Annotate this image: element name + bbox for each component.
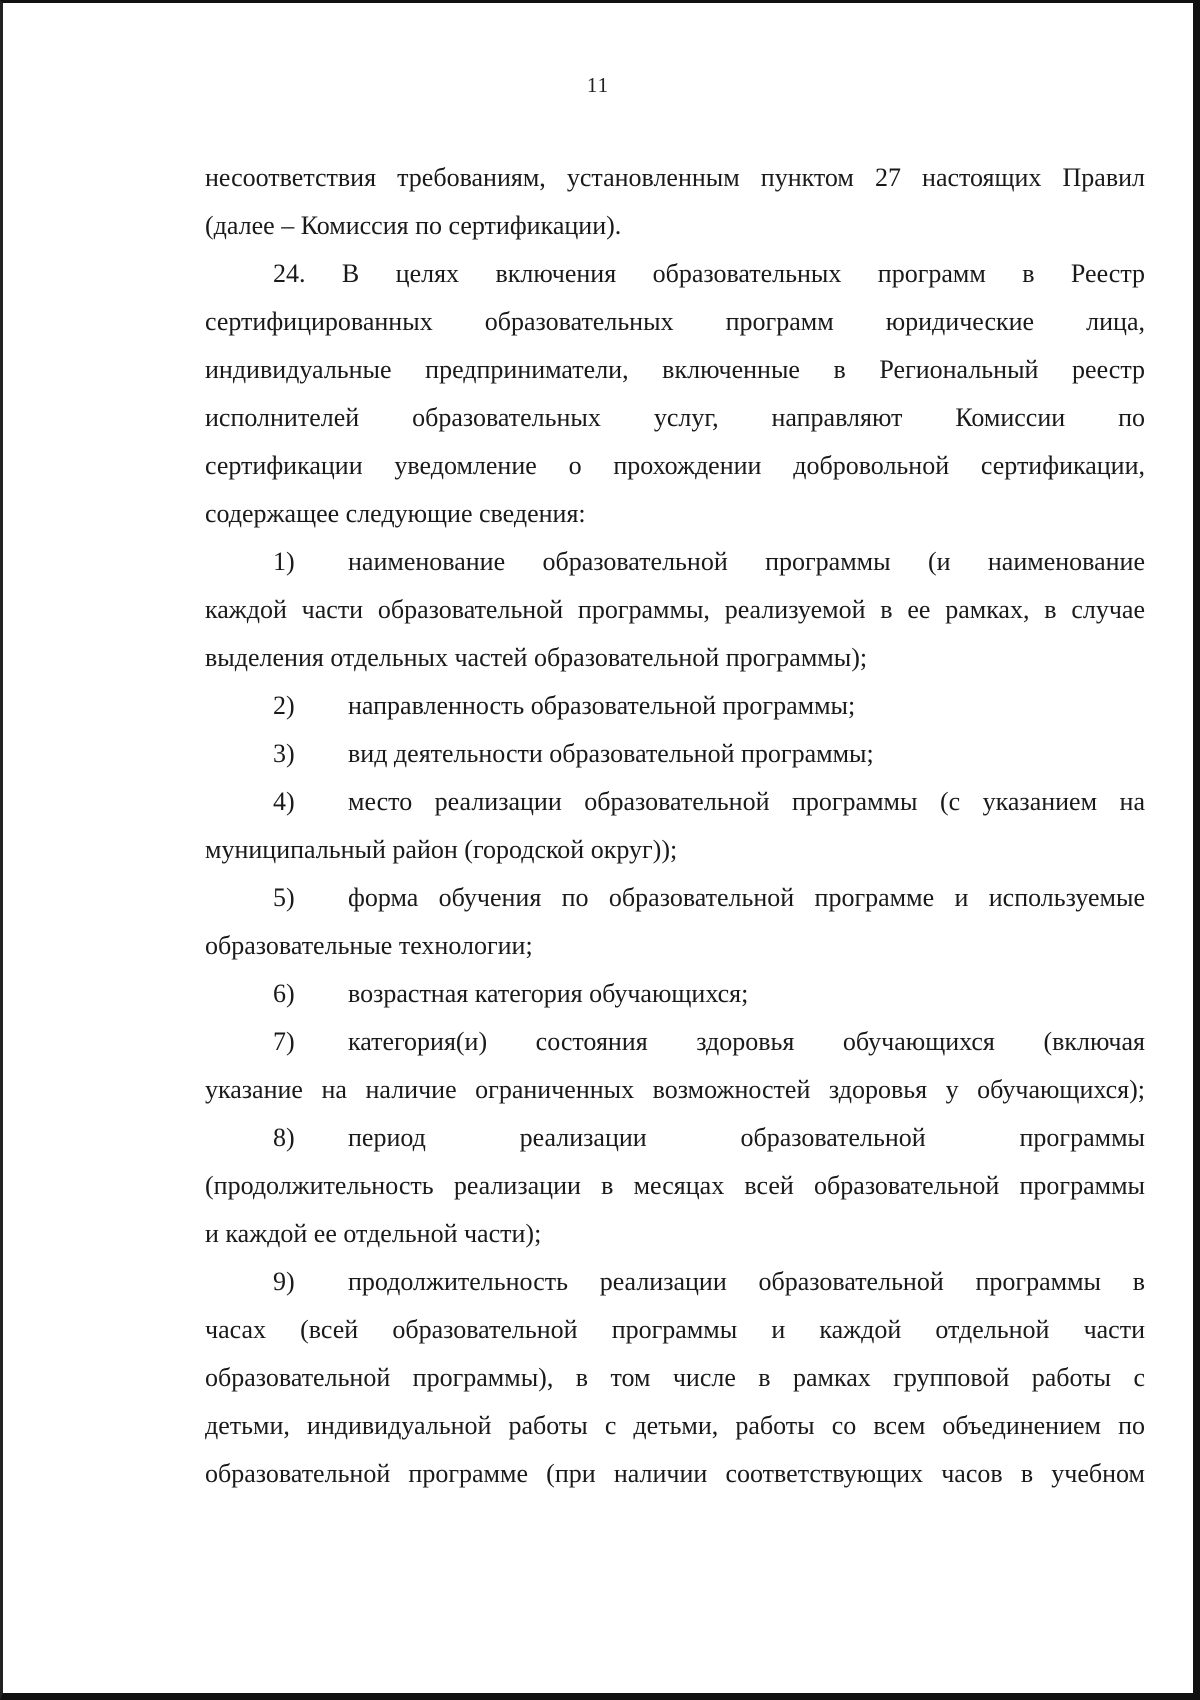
text-line: (далее – Комиссия по сертификации). [205, 211, 622, 240]
text-line: несоответствия требованиям, установленным пунктом 27 настоящих Правил [205, 163, 1145, 192]
text-line: каждой части образовательной программы, реализуемой в ее рамках, в случае [205, 595, 1145, 624]
list-item-text: категория(и) состояния здоровья обучающихся (включая [348, 1027, 1145, 1056]
text-line: часах (всей образовательной программы и каждой отдельной части [205, 1315, 1145, 1344]
text-line: детьми, индивидуальной работы с детьми, работы со всем объединением по [205, 1411, 1145, 1440]
list-item-number: 8) [273, 1123, 295, 1152]
list-item-number: 4) [273, 787, 295, 816]
page-number: 11 [586, 73, 610, 97]
list-item-2 [205, 682, 1145, 730]
list-item-6 [205, 970, 1145, 1018]
text-line: и каждой ее отдельной части); [205, 1219, 542, 1248]
list-item-1 [205, 538, 1145, 586]
paragraph-24-first-line: 24. В целях включения образовательных программ в Реестр [273, 259, 1145, 288]
list-item-text: период реализации образовательной программы [348, 1123, 1145, 1152]
list-item-number: 1) [273, 547, 295, 576]
list-item-number: 3) [273, 739, 295, 768]
list-item-text: продолжительность реализации образовательной программы в [348, 1267, 1145, 1296]
text-line: (продолжительность реализации в месяцах всей образовательной программы [205, 1171, 1145, 1200]
text-line: выделения отдельных частей образовательной программы); [205, 643, 868, 672]
list-item-number: 7) [273, 1027, 295, 1056]
list-item-text: форма обучения по образовательной программе и используемые [348, 883, 1145, 912]
document-body [205, 154, 1145, 1498]
list-item-text: наименование образовательной программы (и наименование [348, 547, 1145, 576]
list-item-number: 9) [273, 1267, 295, 1296]
text-line: образовательной программы), в том числе в рамках групповой работы с [205, 1363, 1145, 1392]
list-item-number: 6) [273, 979, 295, 1008]
list-item-9 [205, 1258, 1145, 1306]
text-line: образовательные технологии; [205, 931, 533, 960]
text-line: исполнителей образовательных услуг, направляют Комиссии по [205, 403, 1145, 432]
text-line: образовательной программе (при наличии соответствующих часов в учебном [205, 1459, 1145, 1488]
text-line: индивидуальные предприниматели, включенные в Региональный реестр [205, 355, 1145, 384]
list-item-text: возрастная категория обучающихся; [348, 979, 749, 1008]
list-item-text: место реализации образовательной программы (с указанием на [348, 787, 1145, 816]
list-item-3 [205, 730, 1145, 778]
list-item-number: 5) [273, 883, 295, 912]
text-line: сертификации уведомление о прохождении добровольной сертификации, [205, 451, 1145, 480]
list-item-8 [205, 1114, 1145, 1162]
list-item-5 [205, 874, 1145, 922]
list-item-4 [205, 778, 1145, 826]
text-line: сертифицированных образовательных программ юридические лица, [205, 307, 1145, 336]
list-item-number: 2) [273, 691, 295, 720]
list-item-text: направленность образовательной программы; [348, 691, 856, 720]
text-line: муниципальный район (городской округ)); [205, 835, 678, 864]
text-line: указание на наличие ограниченных возможностей здоровья у обучающихся); [205, 1075, 1145, 1104]
list-item-text: вид деятельности образовательной программы; [348, 739, 874, 768]
text-line: содержащее следующие сведения: [205, 499, 586, 528]
list-item-7 [205, 1018, 1145, 1066]
